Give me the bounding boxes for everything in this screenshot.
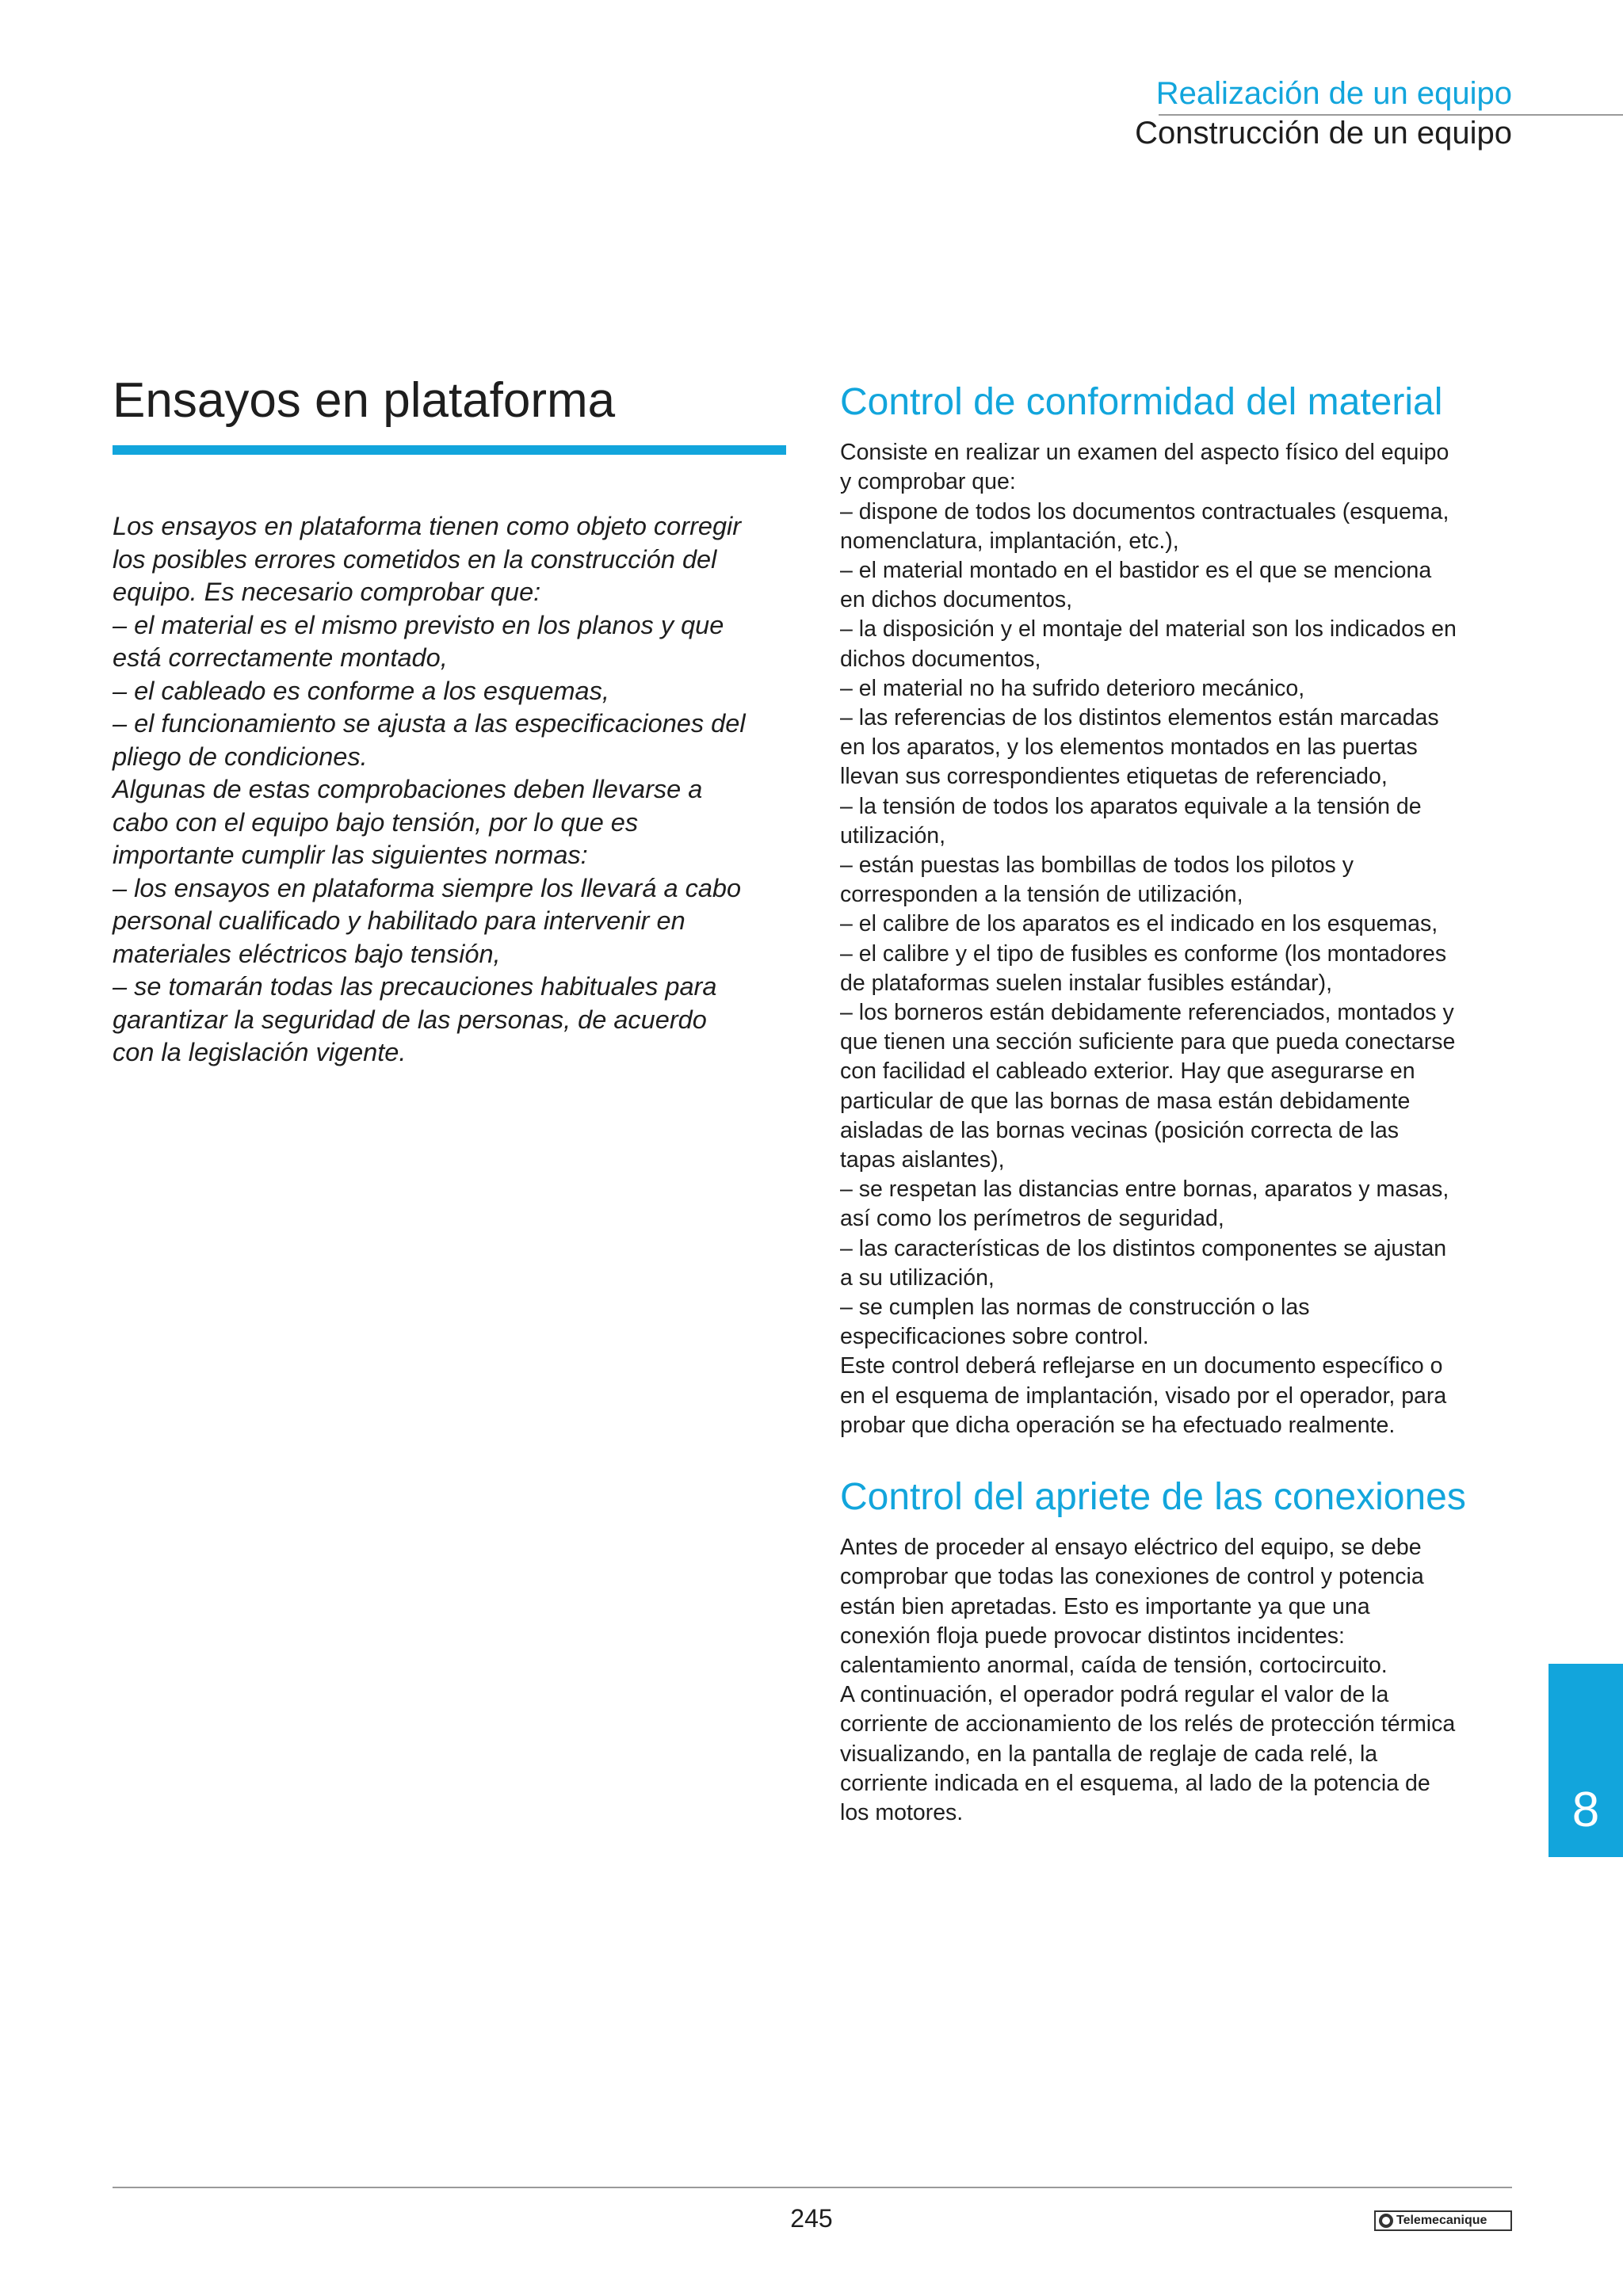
text-line: – el material no ha sufrido deterioro mecánico, <box>840 675 1305 701</box>
text-line: – la disposición y el montaje del material son los indicados en <box>840 616 1457 643</box>
text-line: – el funcionamiento se ajusta a las especificaciones del <box>113 709 746 738</box>
text-line: aisladas de las bornas vecinas (posición correcta de las <box>840 1117 1399 1143</box>
text-line: están bien apretadas. Esto es importante ya que una <box>840 1593 1370 1619</box>
text-line: – el material es el mismo previsto en los planos y que <box>113 610 724 639</box>
text-line: particular de que las bornas de masa están debidamente <box>840 1088 1411 1114</box>
text-line: utilización, <box>840 822 946 849</box>
text-line: garantizar la seguridad de las personas, de acuerdo <box>113 1005 707 1034</box>
section-conformity <box>840 380 1522 1440</box>
text-line: – se respetan las distancias entre bornas, aparatos y masas, <box>840 1177 1449 1203</box>
text-line: – la tensión de todos los aparatos equivale a la tensión de <box>840 793 1422 819</box>
logo-text: Telemecanique <box>1396 2214 1487 2227</box>
text-line: especificaciones sobre control. <box>840 1324 1149 1350</box>
header-subsection-title: Construcción de un equipo <box>1135 116 1512 151</box>
text-line: personal cualificado y habilitado para intervenir en <box>113 906 685 936</box>
section-connections <box>840 1475 1522 1828</box>
left-column <box>113 374 786 1070</box>
text-line: a su utilización, <box>840 1264 995 1291</box>
text-line: – el cableado es conforme a los esquemas, <box>113 676 609 705</box>
text-line: corriente de accionamiento de los relés de protección térmica <box>840 1711 1456 1737</box>
section-title-connections: Control del apriete de las conexiones <box>840 1476 1466 1518</box>
text-line: – se tomarán todas las precauciones habituales para <box>113 972 717 1001</box>
text-line: con facilidad el cableado exterior. Hay que asegurarse en <box>840 1058 1415 1085</box>
text-line: – los borneros están debidamente referenciados, montados y <box>840 1000 1454 1026</box>
text-line: – el calibre de los aparatos es el indicado en los esquemas, <box>840 911 1438 937</box>
text-line: en el esquema de implantación, visado por el operador, para <box>840 1383 1447 1409</box>
text-line: importante cumplir las siguientes normas: <box>113 841 588 870</box>
text-line: los posibles errores cometidos en la construcción del <box>113 544 717 574</box>
chapter-number: 8 <box>1571 1783 1600 1837</box>
text-line: tapas aislantes), <box>840 1147 1005 1173</box>
text-line: comprobar que todas las conexiones de control y potencia <box>840 1564 1424 1590</box>
header-section-title: Realización de un equipo <box>1155 76 1512 111</box>
text-line: Consiste en realizar un examen del aspecto físico del equipo <box>840 440 1449 466</box>
text-line: con la legislación vigente. <box>113 1038 407 1067</box>
text-line: calentamiento anormal, caída de tensión, cortocircuito. <box>840 1653 1388 1678</box>
brand-logo <box>1374 2210 1512 2231</box>
logo-mark-icon <box>1379 2214 1393 2228</box>
title-underline <box>113 445 786 455</box>
text-line: visualizando, en la pantalla de reglaje de cada relé, la <box>840 1741 1378 1767</box>
text-line: Este control deberá reflejarse en un documento específico o <box>840 1353 1443 1379</box>
text-line: en dichos documentos, <box>840 587 1073 613</box>
text-line: dichos documentos, <box>840 646 1041 672</box>
text-line: – el material montado en el bastidor es el que se menciona <box>840 558 1432 583</box>
footer-rule <box>113 2187 1512 2188</box>
text-line: pliego de condiciones. <box>113 742 368 771</box>
text-line: en los aparatos, y los elementos montados en las puertas <box>840 734 1418 761</box>
chapter-tab <box>1549 1664 1623 1857</box>
text-line: corriente indicada en el esquema, al lado de la potencia de <box>840 1770 1430 1796</box>
text-line: – el calibre y el tipo de fusibles es conforme (los montadores <box>840 940 1447 967</box>
page-title: Ensayos en plataforma <box>113 373 616 428</box>
text-line: – se cumplen las normas de construcción o las <box>840 1295 1310 1321</box>
intro-text <box>113 510 786 1070</box>
text-line: de plataformas suelen instalar fusibles estándar), <box>840 970 1333 996</box>
text-line: que tienen una sección suficiente para que pueda conectarse <box>840 1029 1456 1055</box>
text-line: llevan sus correspondientes etiquetas de referenciado, <box>840 764 1388 790</box>
text-line: materiales eléctricos bajo tensión, <box>113 939 501 968</box>
text-line: corresponden a la tensión de utilización, <box>840 882 1243 908</box>
text-line: los motores. <box>840 1800 964 1826</box>
section-body-conformity <box>840 438 1522 1440</box>
text-line: y comprobar que: <box>840 469 1016 495</box>
text-line: – los ensayos en plataforma siempre los llevará a cabo <box>113 873 742 902</box>
text-line: – las referencias de los distintos elementos están marcadas <box>840 705 1439 731</box>
text-line: A continuación, el operador podrá regular el valor de la <box>840 1682 1389 1708</box>
text-line: – están puestas las bombillas de todos los pilotos y <box>840 852 1354 879</box>
text-line: está correctamente montado, <box>113 643 448 673</box>
text-line: nomenclatura, implantación, etc.), <box>840 528 1179 554</box>
section-title-conformity: Control de conformidad del material <box>840 381 1443 423</box>
text-line: Algunas de estas comprobaciones deben llevarse a <box>113 775 703 804</box>
text-line: probar que dicha operación se ha efectuado realmente. <box>840 1412 1396 1438</box>
text-line: Antes de proceder al ensayo eléctrico del equipo, se debe <box>840 1535 1422 1561</box>
text-line: – dispone de todos los documentos contractuales (esquema, <box>840 498 1449 524</box>
text-line: Los ensayos en plataforma tienen como objeto corregir <box>113 512 742 541</box>
text-line: cabo con el equipo bajo tensión, por lo que es <box>113 807 639 837</box>
text-line: – las características de los distintos componentes se ajustan <box>840 1235 1447 1261</box>
page-number: 245 <box>790 2204 833 2233</box>
text-line: así como los perímetros de seguridad, <box>840 1206 1224 1232</box>
section-body-connections <box>840 1533 1522 1828</box>
text-line: equipo. Es necesario comprobar que: <box>113 578 541 607</box>
text-line: conexión floja puede provocar distintos incidentes: <box>840 1623 1345 1649</box>
